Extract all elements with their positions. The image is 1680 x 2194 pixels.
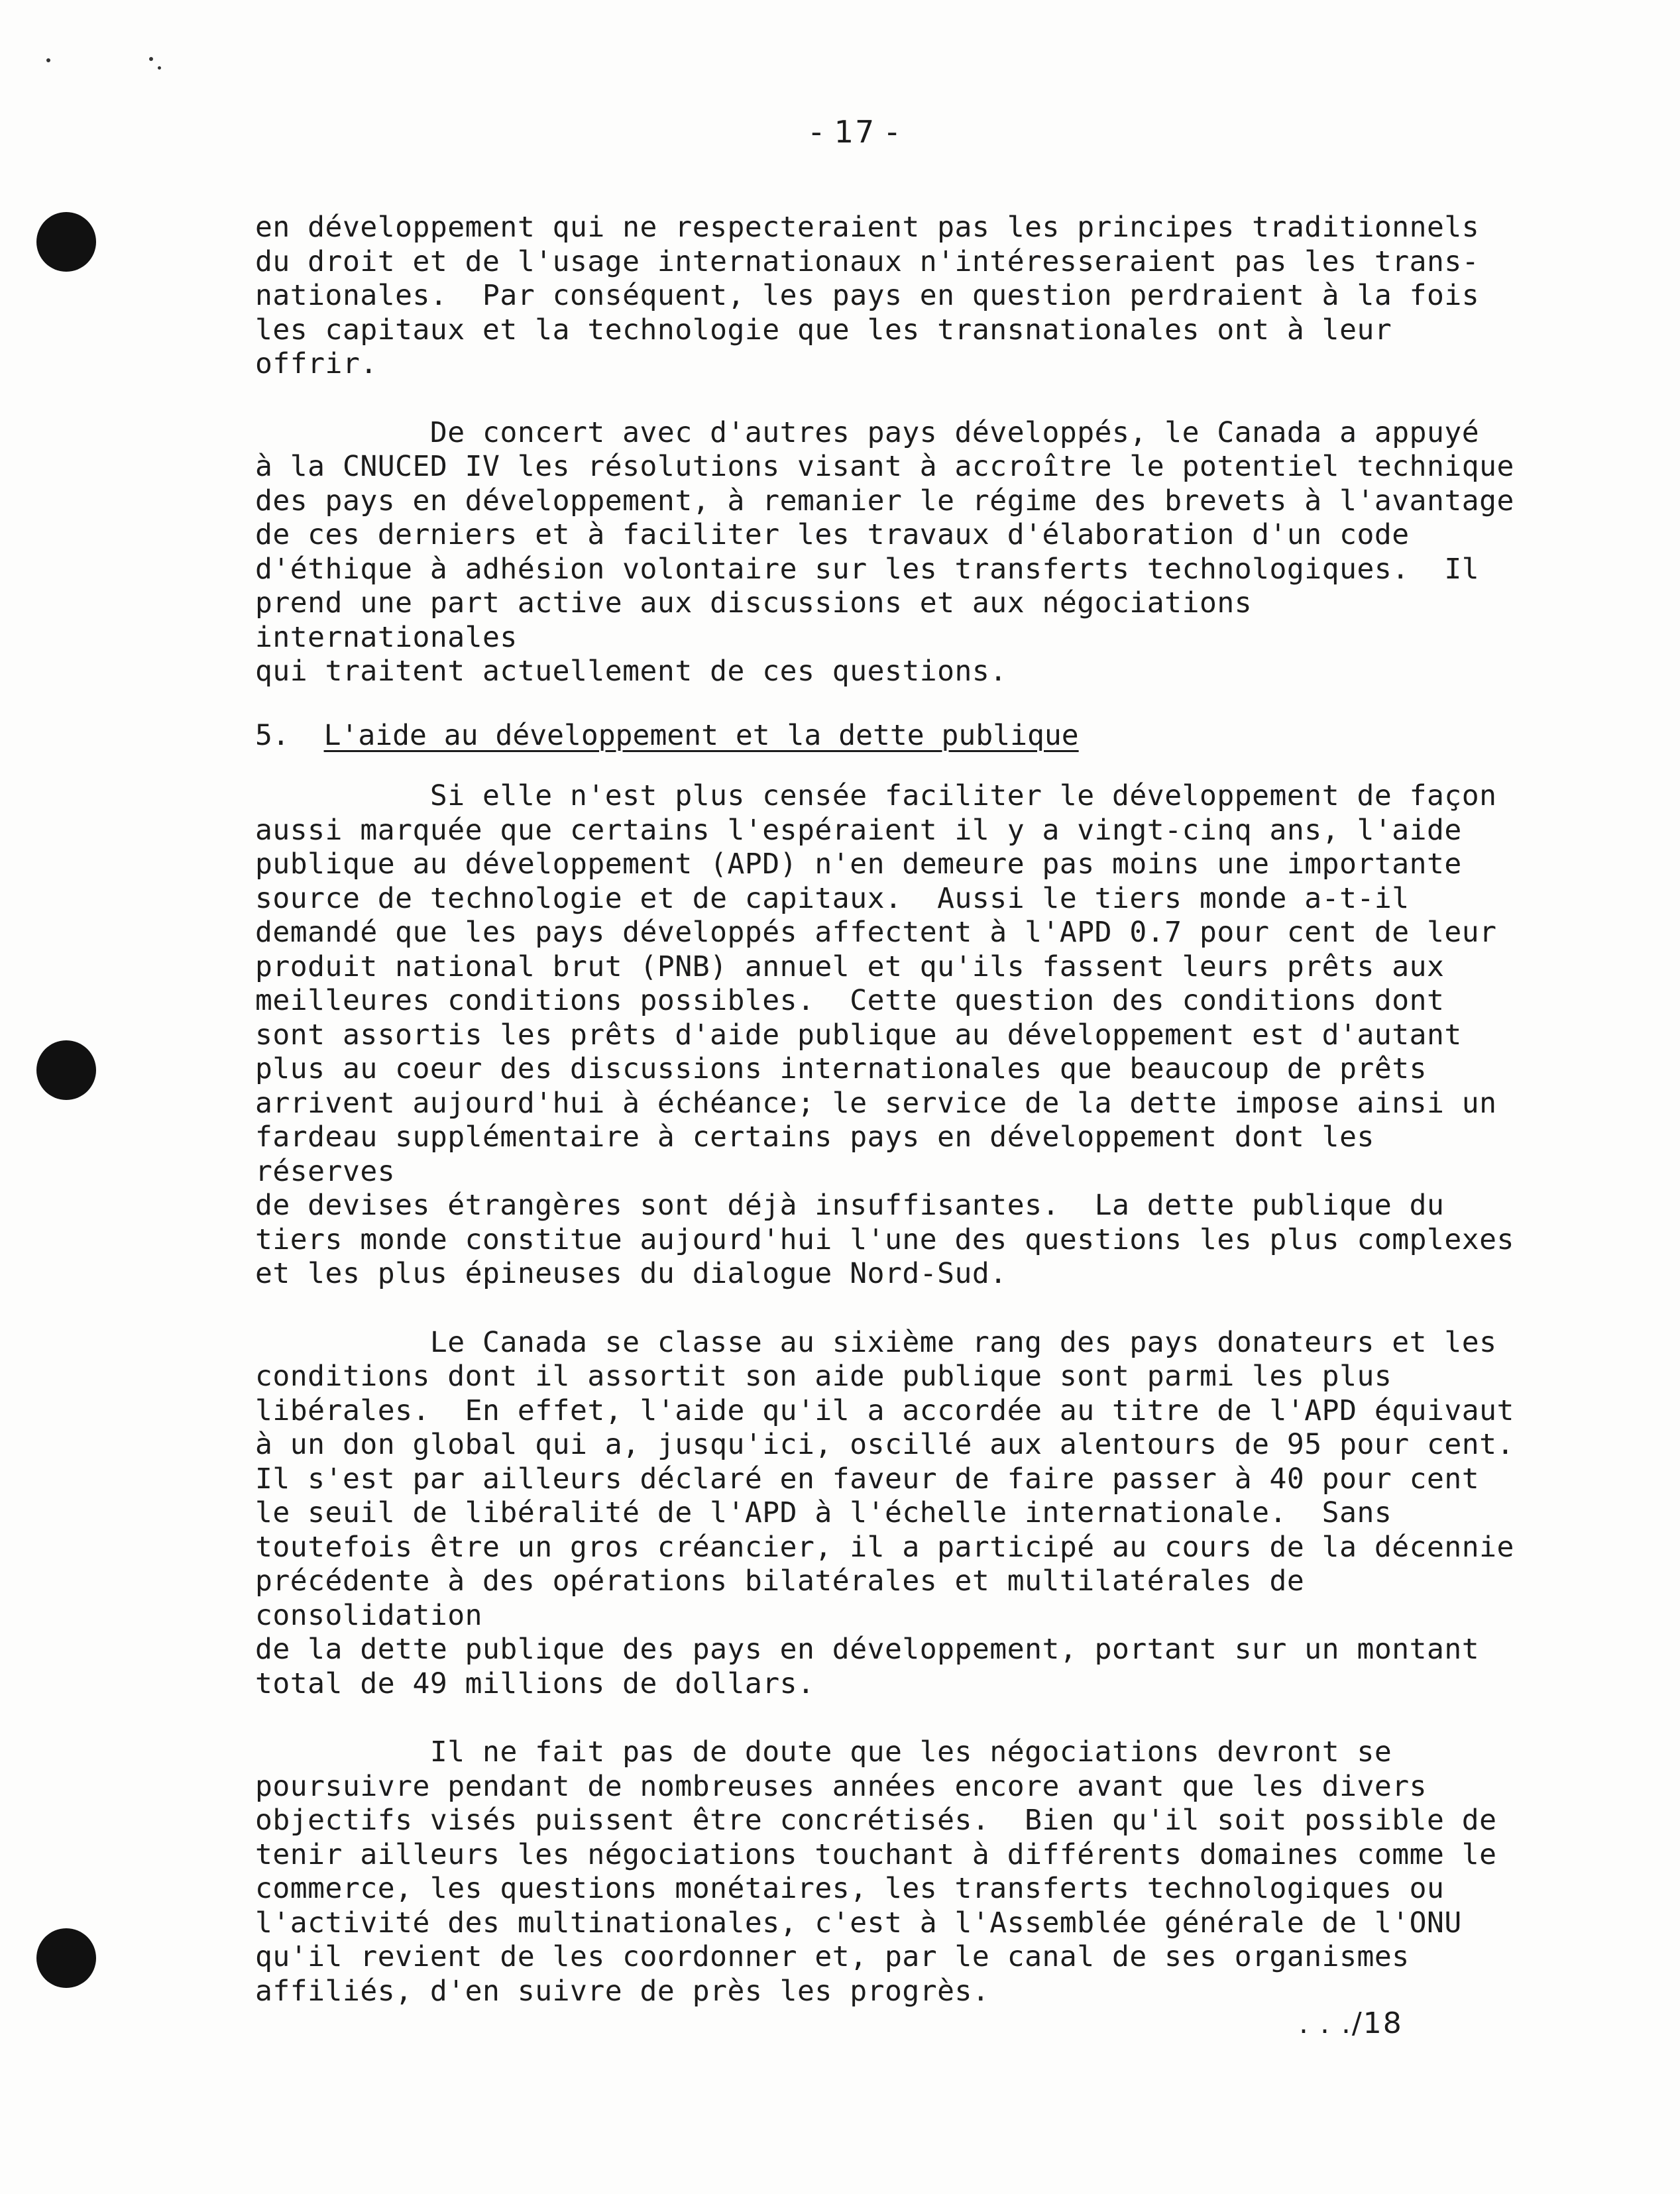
document-body [255, 211, 1514, 2008]
scan-speck [46, 58, 50, 62]
continuation-marker: . . ./18 [1299, 2006, 1403, 2040]
paragraph-4: Le Canada se classe au sixième rang des pays donateurs et les conditions dont il assortit son aide publique sont parmi les plus libérales. En effet, l'aide qu'il a accordée au titre de l'APD équivaut à un don global qui a, jusqu'ici, oscillé aux alentours de 95 pour cent. Il s'est par ailleurs déclaré en faveur de faire passer à 40 pour cent le seuil de libéralité de l'APD à l'échelle internationale. Sans toutefois être un gros créancier, il a participé au cours de la décennie précédente à des opérations bilatérales et multilatérales de consolidation de la dette publique des pays en développement, portant sur un montant total de 49 millions de dollars. [255, 1325, 1514, 1700]
paragraph-3: Si elle n'est plus censée faciliter le développement de façon aussi marquée que certains l'espéraient il y a vingt-cinq ans, l'aide publique au développement (APD) n'en demeure pas moins une importante source de technologie et de capitaux. Aussi le tiers monde a-t-il demandé que les pays développés affectent à l'APD 0.7 pour cent de leur produit national brut (PNB) annuel et qu'ils fassent leurs prêts aux meilleures conditions possibles. Cette question des conditions dont sont assortis les prêts d'aide publique au développement est d'autant plus au coeur des discussions internationales que beaucoup de prêts arrivent aujourd'hui à échéance; le service de la dette impose ainsi un fardeau supplémentaire à certains pays en développement dont les réserves de devises étrangères sont déjà insuffisantes. La dette publique du tiers monde constitue aujourd'hui l'une des questions les plus complexes et les plus épineuses du dialogue Nord-Sud. [255, 779, 1514, 1290]
paragraph-5: Il ne fait pas de doute que les négociations devront se poursuivre pendant de nombreuses années encore avant que les divers objectifs visés puissent être concrétisés. Bien qu'il soit possible de tenir ailleurs les négociations touchant à différents domaines comme le commerce, les questions monétaires, les transferts technologiques ou l'activité des multinationales, c'est à l'Assemblée générale de l'ONU qu'il revient de les coordonner et, par le canal de ses organismes affiliés, d'en suivre de près les progrès. [255, 1735, 1497, 2008]
section-number: 5. [255, 718, 290, 752]
paragraph-2: De concert avec d'autres pays développés, le Canada a appuyé à la CNUCED IV les résolutions visant à accroître le potentiel technique des pays en développement, à remanier le régime des brevets à l'avantage de ces derniers et à faciliter les travaux d'élaboration d'un code d'éthique à adhésion volontaire sur les transferts technologiques. Il prend une part active aux discussions et aux négociations internationales qui traitent actuellement de ces questions. [255, 415, 1514, 688]
punch-hole-middle [36, 1040, 96, 1100]
punch-hole-top [36, 212, 96, 272]
section-title: L'aide au développement et la dette publique [323, 718, 1079, 752]
scan-speck [158, 66, 161, 70]
section-heading [255, 719, 1514, 753]
paragraph-1: en développement qui ne respecteraient pas les principes traditionnels du droit et de l'usage internationaux n'intéresseraient pas les trans- nationales. Par conséquent, les pays en question perdraient à la fois les capitaux et la technologie que les transnationales ont à leur offrir. [255, 211, 1480, 380]
page-number: - 17 - [811, 114, 899, 150]
punch-hole-bottom [36, 1928, 96, 1988]
scan-speck [149, 57, 153, 61]
